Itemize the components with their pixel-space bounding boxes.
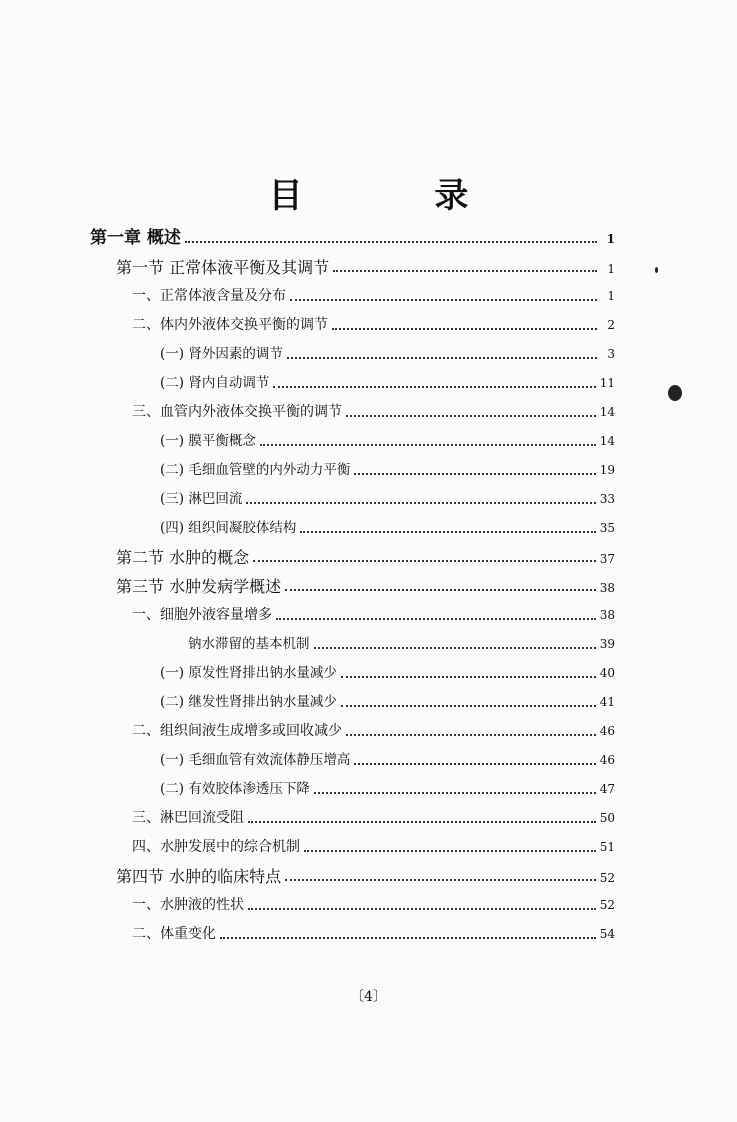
- toc-entry: [90, 514, 615, 543]
- dot-leader: [253, 560, 596, 562]
- toc-entry: [90, 485, 615, 514]
- toc-entry-label: (二) 继发性肾排出钠水量减少: [160, 694, 337, 710]
- toc-entry-page: 19: [599, 463, 615, 477]
- toc-entry-label: 第三节 水肿发病学概述: [116, 577, 282, 596]
- dot-leader: [314, 647, 596, 649]
- toc-entry-label: 四、水肿发展中的综合机制: [132, 839, 300, 855]
- toc-entry-label: 钠水滞留的基本机制: [188, 636, 310, 652]
- dot-leader: [314, 792, 596, 794]
- toc-entry-page: 38: [599, 608, 615, 622]
- toc-entry-page: 1: [607, 262, 615, 276]
- toc-entry-page: 37: [599, 552, 615, 566]
- toc-entry: [90, 891, 615, 920]
- toc-entry-page: 39: [599, 637, 615, 651]
- scan-speck: [668, 385, 682, 401]
- dot-leader: [333, 270, 597, 272]
- toc-entry-label: 第一章 概述: [90, 228, 181, 248]
- toc-entry-page: 38: [599, 581, 615, 595]
- toc-entry-page: 3: [607, 347, 615, 361]
- toc-entry-label: (二) 有效胶体渗透压下降: [160, 781, 310, 797]
- toc-entry-page: 47: [599, 782, 615, 796]
- toc-entry: [90, 456, 615, 485]
- dot-leader: [341, 676, 596, 678]
- toc-entry: [90, 659, 615, 688]
- toc-entry: [90, 746, 615, 775]
- toc-entry-page: 1: [606, 232, 615, 246]
- toc-entry: [90, 601, 615, 630]
- toc-entry-label: (一) 毛细血管有效流体静压增高: [160, 752, 351, 768]
- toc-entry-page: 46: [599, 724, 615, 738]
- dot-leader: [260, 444, 596, 446]
- page-title: 目 录: [268, 176, 529, 216]
- dot-leader: [285, 589, 596, 591]
- toc-entry-label: (一) 膜平衡概念: [160, 433, 256, 449]
- toc-entry-page: 51: [599, 840, 615, 854]
- toc-entry-label: 第四节 水肿的临床特点: [116, 867, 282, 886]
- toc-entry: [90, 340, 615, 369]
- toc-entry-page: 54: [599, 927, 615, 941]
- toc-entry: [90, 775, 615, 804]
- toc-entry: [90, 543, 615, 572]
- toc-entry: [90, 369, 615, 398]
- dot-leader: [354, 763, 595, 765]
- toc-entry-label: 第一节 正常体液平衡及其调节: [116, 258, 330, 277]
- toc-entry-label: 三、血管内外液体交换平衡的调节: [132, 404, 342, 420]
- dot-leader: [354, 473, 595, 475]
- toc-entry: [90, 253, 615, 282]
- toc-entry: [90, 717, 615, 746]
- toc-entry: [90, 427, 615, 456]
- toc-entry: [90, 804, 615, 833]
- toc-entry-label: (二) 毛细血管壁的内外动力平衡: [160, 462, 351, 478]
- toc-entry-label: (四) 组织间凝胶体结构: [160, 520, 297, 536]
- dot-leader: [290, 299, 597, 301]
- toc-entry: [90, 862, 615, 891]
- toc-entry-label: 二、体重变化: [132, 926, 216, 942]
- toc-entry-page: 1: [607, 289, 615, 303]
- scan-speck: [655, 267, 658, 273]
- toc-entry: [90, 833, 615, 862]
- toc-entry: [90, 920, 615, 949]
- toc-entry-label: (一) 原发性肾排出钠水量减少: [160, 665, 337, 681]
- toc-entry-page: 50: [599, 811, 615, 825]
- toc-entry: [90, 398, 615, 427]
- dot-leader: [285, 879, 596, 881]
- toc-entry-page: 33: [599, 492, 615, 506]
- toc-entry-page: 52: [599, 871, 615, 885]
- toc-entry-page: 40: [599, 666, 615, 680]
- toc-entry: [90, 282, 615, 311]
- toc-entry-label: (三) 淋巴回流: [160, 491, 243, 507]
- toc-entry: [90, 688, 615, 717]
- toc-entry-page: 41: [599, 695, 615, 709]
- toc-entry-page: 11: [599, 376, 615, 390]
- toc-entry-label: 二、体内外液体交换平衡的调节: [132, 317, 328, 333]
- dot-leader: [332, 328, 597, 330]
- toc-entry-page: 35: [599, 521, 615, 535]
- dot-leader: [346, 734, 596, 736]
- dot-leader: [248, 821, 596, 823]
- toc-entry-page: 2: [607, 318, 615, 332]
- toc-entry-label: 一、水肿液的性状: [132, 897, 244, 913]
- toc-entry-page: 52: [599, 898, 615, 912]
- toc-entry: [90, 572, 615, 601]
- dot-leader: [273, 386, 595, 388]
- toc-entry-page: 14: [599, 405, 615, 419]
- toc-entry-label: 一、细胞外液容量增多: [132, 607, 272, 623]
- dot-leader: [346, 415, 596, 417]
- toc-entry-label: (二) 肾内自动调节: [160, 375, 270, 391]
- toc-entry-label: 三、淋巴回流受阻: [132, 810, 244, 826]
- toc-entry-label: 第二节 水肿的概念: [116, 548, 250, 567]
- toc-entry: [90, 630, 615, 659]
- toc-entry-label: 一、正常体液含量及分布: [132, 288, 286, 304]
- dot-leader: [246, 502, 595, 504]
- dot-leader: [248, 908, 596, 910]
- toc-entry-page: 14: [599, 434, 615, 448]
- dot-leader: [220, 937, 596, 939]
- dot-leader: [304, 850, 596, 852]
- toc-entry-label: (一) 肾外因素的调节: [160, 346, 283, 362]
- table-of-contents: [90, 224, 615, 949]
- dot-leader: [276, 618, 596, 620]
- toc-entry-label: 二、组织间液生成增多或回收减少: [132, 723, 342, 739]
- toc-entry: [90, 224, 615, 253]
- page-number: 〔4〕: [350, 989, 387, 1005]
- dot-leader: [287, 357, 597, 359]
- dot-leader: [300, 531, 595, 533]
- dot-leader: [185, 241, 597, 243]
- dot-leader: [341, 705, 596, 707]
- toc-entry-page: 46: [599, 753, 615, 767]
- toc-entry: [90, 311, 615, 340]
